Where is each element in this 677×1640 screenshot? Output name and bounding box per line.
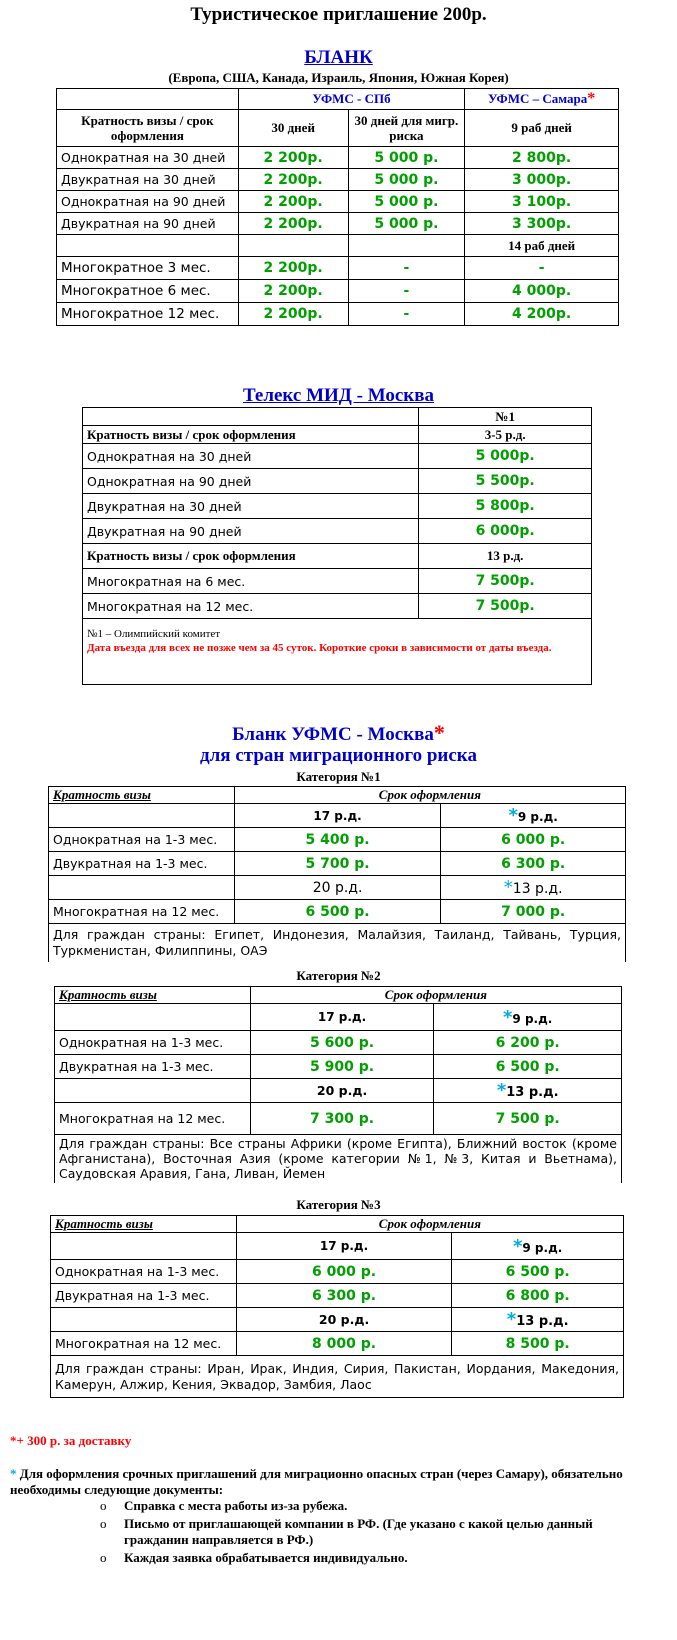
blank-table [56,88,619,326]
price-value: 4 200р. [465,303,619,326]
row-label: Многократная на 12 мес. [83,594,419,619]
category-countries: Для граждан страны: Все страны Африки (кроме Египта), Ближний восток (кроме Афганистана), Восточная Азия (кроме категории №1, №3, Китая и Вьетнама), Саудовская Аравия, Гана, Ливан, Йемен [55,1135,622,1183]
price-value: 6 500 р. [234,900,441,924]
row-label: Однократная на 1-3 мес. [51,1260,237,1284]
term-9 [434,1004,622,1031]
price-value: 6 000 р. [236,1260,452,1284]
price-value: 5 700 р. [234,852,441,876]
price-value: 6 500 р. [452,1260,624,1284]
price-value: 6 300 р. [236,1284,452,1308]
category-table [50,1215,624,1398]
table-row [83,444,592,469]
term-9-label: 9 р.д. [522,1240,563,1255]
table-row [51,1284,624,1308]
asterisk-mark: * [503,1006,513,1028]
table-row [51,1260,624,1284]
category-header-srok: Срок оформления [250,987,621,1004]
table-row [49,852,626,876]
list-item [100,1498,640,1514]
price-value: 2 200р. [238,191,348,213]
blank-header-30-risk: 30 дней для мигр. риска [348,110,465,147]
table-row [49,828,626,852]
table-row [57,191,619,213]
table-row [83,569,592,594]
price-value: 8 000 р. [236,1332,452,1356]
table-row [57,303,619,326]
row-label: Многократное 6 мес. [57,280,239,303]
price-value: - [465,257,619,280]
list-item [100,1550,640,1566]
price-value: 8 500 р. [452,1332,624,1356]
price-value: 6 800 р. [452,1284,624,1308]
price-value: 2 200р. [238,257,348,280]
price-value: 5 500р. [419,469,592,494]
row-label: Однократная на 30 дней [83,444,419,469]
price-value: - [348,303,465,326]
price-value: 6 200 р. [434,1031,622,1055]
blank-title: БЛАНК [304,47,373,68]
row-label: Однократная на 90 дней [57,191,239,213]
price-value: 3 100р. [465,191,619,213]
delivery-note: *+ 300 р. за доставку [10,1433,132,1448]
term-17: 17 р.д. [236,1233,452,1260]
asterisk-mark: * [512,1235,523,1257]
price-value: 5 000 р. [348,169,465,191]
term-9-label: 9 р.д. [517,810,558,824]
table-row [83,469,592,494]
table-row [55,1103,622,1135]
price-value: 2 200р. [238,147,348,169]
term-13 [452,1308,624,1332]
price-value: 7 000 р. [441,900,626,924]
telex-header-2-val: 13 р.д. [419,544,592,569]
price-value: 2 200р. [238,303,348,326]
blank-col-samara [465,89,619,110]
telex-header-1: Кратность визы / срок оформления [83,426,419,444]
table-row [55,1055,622,1079]
asterisk-mark: * [496,1080,507,1101]
price-value: 7 500р. [419,569,592,594]
price-value: 5 000р. [419,444,592,469]
term-13-label: 13 р.д. [506,1085,559,1100]
blank-header-30: 30 дней [238,110,348,147]
table-row [57,280,619,303]
price-value: - [348,257,465,280]
row-label: Двукратная на 1-3 мес. [51,1284,237,1308]
table-row [49,900,626,924]
category-countries: Для граждан страны: Иран, Ирак, Индия, Сирия, Пакистан, Иордания, Македония, Камерун, Алжир, Кения, Эквадор, Замбия, Лаос [51,1356,624,1398]
asterisk-mark: * [503,877,513,898]
table-row [57,147,619,169]
price-value: 7 500 р. [434,1103,622,1135]
telex-header-1-val: 3-5 р.д. [419,426,592,444]
telex-notes [83,619,592,685]
ufms-title-1 [0,720,677,746]
category-header-srok: Срок оформления [234,787,625,804]
table-row [57,257,619,280]
price-value: 5 800р. [419,494,592,519]
telex-table [82,407,592,685]
term-13-label: 13 р.д. [516,1314,569,1329]
row-label: Однократная на 1-3 мес. [49,828,235,852]
term-13 [434,1079,622,1103]
row-label: Двукратная на 90 дней [83,519,419,544]
telex-header-2: Кратность визы / срок оформления [83,544,419,569]
category-table [54,986,622,1183]
price-value: 7 500р. [419,594,592,619]
price-value: 6 300 р. [441,852,626,876]
asterisk-mark: * [587,90,596,107]
category-header-kratnost: Кратность визы [51,1216,237,1233]
telex-note-2: Дата въезда для всех не позже чем за 45 суток. Короткие сроки в зависимости от даты въезда. [87,642,552,654]
urgent-note [10,1466,650,1498]
category-title: Категория №1 [296,769,381,784]
blank-header-9: 9 раб дней [465,110,619,147]
row-label: Многократное 3 мес. [57,257,239,280]
asterisk-mark: * [508,805,518,826]
price-value: 7 300 р. [250,1103,434,1135]
price-value: 2 200р. [238,280,348,303]
list-item [100,1516,640,1548]
term-13 [441,876,626,900]
row-label: Двукратная на 1-3 мес. [55,1055,251,1079]
price-value: 6 000 р. [441,828,626,852]
telex-col-no: №1 [419,408,592,426]
term-20: 20 р.д. [250,1079,434,1103]
blank-header-14: 14 раб дней [465,235,619,257]
ufms-title-2: для стран миграционного риска [200,745,477,766]
row-label: Многократная на 6 мес. [83,569,419,594]
price-value: 2 200р. [238,169,348,191]
term-9 [452,1233,624,1260]
blank-col-samara-label: УФМС – Самара [487,91,588,106]
price-value: 5 900 р. [250,1055,434,1079]
bullet-icon: o [100,1550,107,1565]
table-row [55,1031,622,1055]
bullet-icon: o [100,1516,107,1531]
documents-list [100,1498,640,1566]
category-title: Категория №2 [296,968,381,983]
term-17: 17 р.д. [250,1004,434,1031]
table-row [83,494,592,519]
blank-header-kratnost: Кратность визы / срок оформления [57,110,239,147]
term-9-label: 9 р.д. [512,1011,553,1026]
blank-col-spb: УФМС - СПб [238,89,465,110]
price-value: 4 000р. [465,280,619,303]
blank-countries: (Европа, США, Канада, Израиль, Япония, Южная Корея) [168,70,509,85]
row-label: Многократная на 12 мес. [55,1103,251,1135]
price-value: 5 000 р. [348,191,465,213]
telex-title: Телекс МИД - Москва [242,385,435,406]
urgent-text: Для оформления срочных приглашений для миграционно опасных стран (через Самару), обязательно необходимы следующие документы: [10,1466,623,1497]
row-label: Многократное 12 мес. [57,303,239,326]
row-label: Однократная на 1-3 мес. [55,1031,251,1055]
asterisk-mark: * [10,1466,17,1481]
table-row [83,594,592,619]
price-value: 2 800р. [465,147,619,169]
asterisk-mark: * [433,720,445,745]
ufms-title-1-text: Бланк УФМС - Москва [232,724,434,745]
term-20: 20 р.д. [234,876,441,900]
term-20: 20 р.д. [236,1308,452,1332]
category-title: Категория №3 [296,1197,381,1212]
asterisk-mark: * [506,1309,517,1330]
term-13-label: 13 р.д. [512,881,563,897]
bullet-icon: o [100,1498,107,1513]
row-label: Двукратная на 30 дней [83,494,419,519]
category-header-kratnost: Кратность визы [55,987,251,1004]
telex-note-1: №1 – Олимпийский комитет [87,628,221,640]
table-row [57,169,619,191]
price-value: 3 300р. [465,213,619,235]
row-label: Однократная на 30 дней [57,147,239,169]
row-label: Многократная на 12 мес. [49,900,235,924]
row-label: Однократная на 90 дней [83,469,419,494]
row-label: Двукратная на 30 дней [57,169,239,191]
price-value: - [348,280,465,303]
category-table [48,786,626,962]
page-title: Туристическое приглашение 200р. [190,4,487,25]
price-value: 2 200р. [238,213,348,235]
table-row [83,519,592,544]
term-9 [441,804,626,828]
list-item-text: Письмо от приглашающей компании в РФ. (Где указано с какой целью данный гражданин направляется в РФ.) [124,1516,593,1547]
list-item-text: Каждая заявка обрабатывается индивидуально. [124,1550,408,1565]
row-label: Многократная на 12 мес. [51,1332,237,1356]
category-header-srok: Срок оформления [236,1216,623,1233]
list-item-text: Справка с места работы из-за рубежа. [124,1498,348,1513]
price-value: 5 400 р. [234,828,441,852]
table-row [51,1332,624,1356]
price-value: 5 000 р. [348,147,465,169]
term-17: 17 р.д. [234,804,441,828]
row-label: Двукратная на 90 дней [57,213,239,235]
price-value: 6 000р. [419,519,592,544]
price-value: 5 000 р. [348,213,465,235]
category-header-kratnost: Кратность визы [49,787,235,804]
category-countries: Для граждан страны: Египет, Индонезия, Малайзия, Таиланд, Тайвань, Турция, Туркменистан, Филиппины, ОАЭ [49,924,626,962]
price-value: 5 600 р. [250,1031,434,1055]
table-row [57,213,619,235]
row-label: Двукратная на 1-3 мес. [49,852,235,876]
price-value: 6 500 р. [434,1055,622,1079]
price-value: 3 000р. [465,169,619,191]
